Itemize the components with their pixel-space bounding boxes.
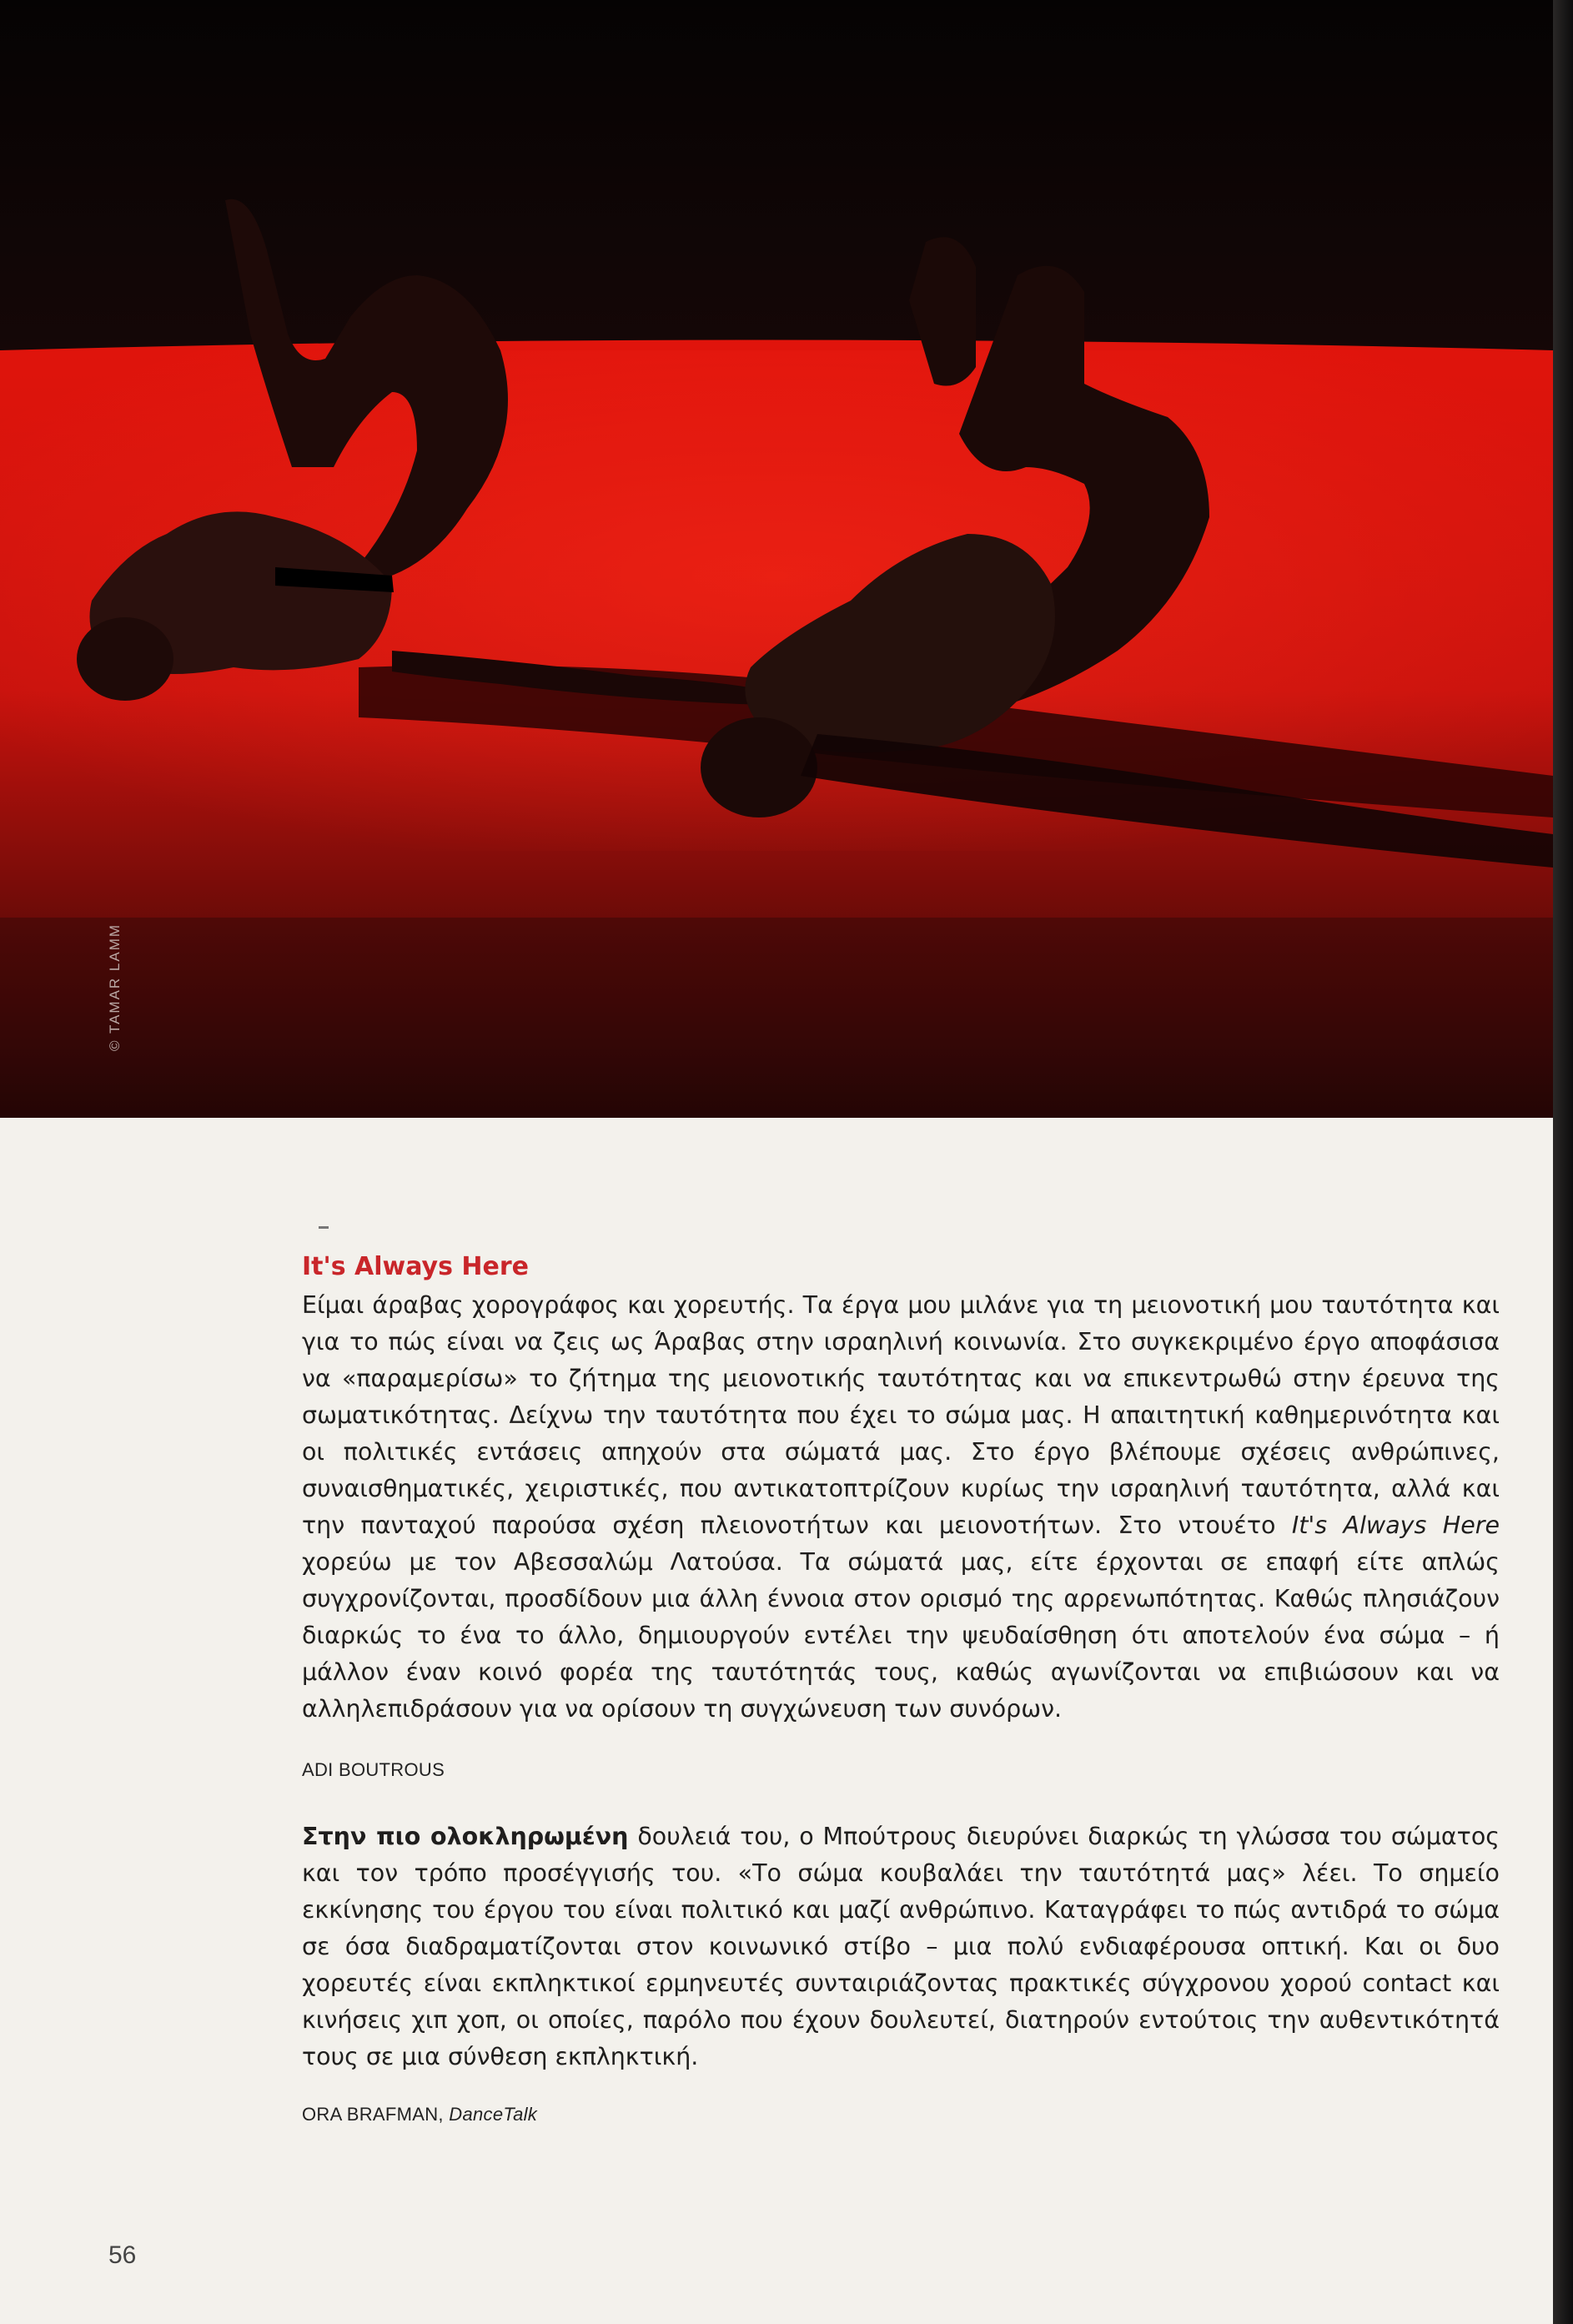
reviewer-name: ORA BRAFMAN, bbox=[302, 2104, 450, 2125]
paragraph1-text-a: Είμαι άραβας χορογράφος και χορευτής. Τα έργα μου μιλάνε για τη μειονοτική μου ταυτότητα και για το πώς είναι να ζεις ως Άραβας στην ισραηλινή κοινωνία. Στο συγκεκριμένο έργο αποφάσισα να «παραμερίσω» το ζήτημα της μειονοτικής ταυτότητας και να επικεντρωθώ στην έρευνα της σωματικότητας. Δείχνω την ταυτότητα που έχει το σώμα μας. Η απαιτητική καθημερινότητα και οι πολιτικές εντάσεις απηχούν στα σώματά μας. Στο έργο βλέπουμε σχέσεις ανθρώπινες, συναισθηματικές, χειριστικές, που αντικατοπτρίζουν κυρίως την ισραηλινή ταυτότητα, αλλά και την πανταχού παρούσα σχέση πλειονοτήτων και μειονοτήτων. Στο ντουέτο bbox=[302, 1291, 1500, 1539]
paragraph2-lead: Στην πιο ολοκληρωμένη bbox=[302, 1823, 629, 1850]
signature-reviewer bbox=[302, 2104, 537, 2125]
paragraph-review bbox=[302, 1818, 1500, 2075]
publication-name: DanceTalk bbox=[449, 2104, 538, 2125]
page-edge bbox=[1553, 0, 1573, 2324]
dancers-illustration bbox=[0, 0, 1553, 1118]
signature-artist: ADI BOUTROUS bbox=[302, 1759, 445, 1780]
paragraph1-text-b: χορεύω με τον Αβεσσαλώμ Λατούσα. Τα σώματά μας, είτε έρχονται σε επαφή είτε απλώς συγχρονίζονται, προσδίδουν μια άλλη έννοια στον ορισμό της αρρενωπότητας. Καθώς πλησιάζουν διαρκώς το ένα το άλλο, δημιουργούν εντέλει την ψευδαίσθηση ότι αποτελούν ένα σώμα – ή μάλλον έναν κοινό φορέα της ταυτότητάς τους, καθώς αγωνίζονται να επιβιώσουν και να αλληλεπιδράσουν για να ορίσουν τη συγχώνευση των συνόρων. bbox=[302, 1548, 1500, 1723]
performance-photo bbox=[0, 0, 1553, 1118]
paragraph2-text: δουλειά του, ο Μπούτρους διευρύνει διαρκώς τη γλώσσα του σώματος και τον τρόπο προσέγγισής του. «Το σώμα κουβαλάει την ταυτότητά μας» λέει. Το σημείο εκκίνησης του έργου του είναι πολιτικό και μαζί ανθρώπινο. Καταγράφει το πώς αντιδρά το σώμα σε όσα διαδραματίζονται στον κοινωνικό στίβο – μια πολύ ενδιαφέρουσα οπτική. Και οι δυο χορευτές είναι εκπληκτικοί ερμηνευτές συνταιριάζοντας πρακτικές σύγχρονου χορού contact και κινήσεις χιπ χοπ, οι οποίες, παρόλο που έχουν δουλευτεί, διατηρούν εντούτοις την αυθεντικότητά τους σε μια σύνθεση εκπληκτική. bbox=[302, 1823, 1500, 2070]
divider-mark bbox=[319, 1226, 329, 1229]
article-title: It's Always Here bbox=[302, 1252, 529, 1281]
photo-credit: © TAMAR LAMM bbox=[107, 923, 123, 1051]
paragraph1-work-title: It's Always Here bbox=[1291, 1512, 1500, 1539]
page-number: 56 bbox=[108, 2241, 137, 2269]
paragraph-artist-statement bbox=[302, 1287, 1500, 1728]
